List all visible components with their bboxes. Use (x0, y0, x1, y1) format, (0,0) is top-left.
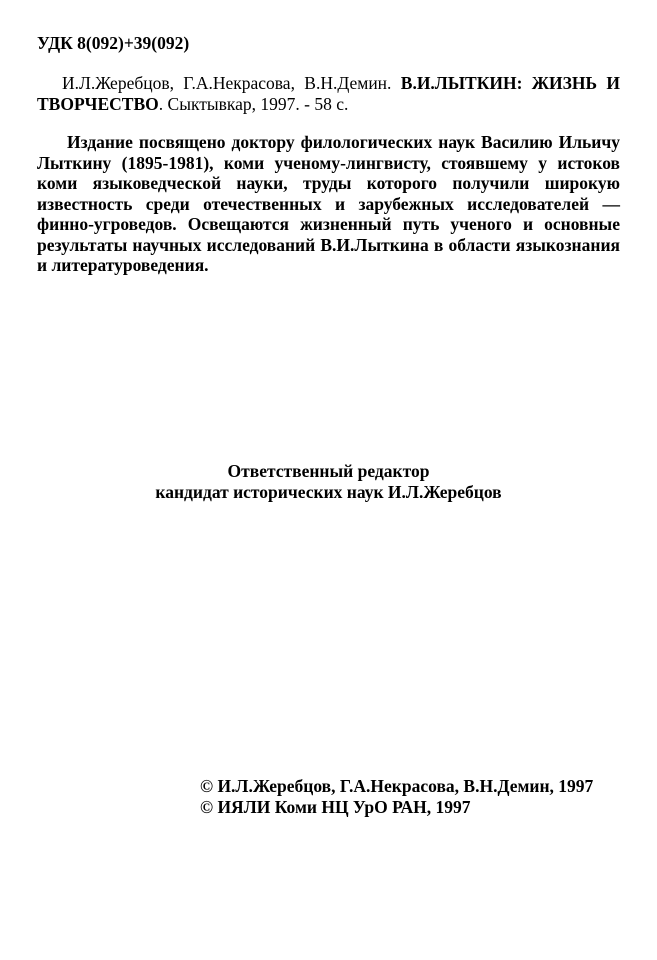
editor-role: Ответственный редактор (227, 461, 430, 481)
bibliographic-record (37, 73, 620, 114)
annotation: Издание посвящено доктору филологических наук Василию Ильичу Лыткину (1895-1981), коми ученому-лингвисту, стоявшему у истоков коми языковедческой науки, труды которого получили широкую известность среди отечественных и зарубежных исследователей — финно-угроведов. Освещаются жизненный путь ученого и основные результаты научных исследований В.И.Лыткина в области языкознания и литературоведения. (37, 132, 620, 275)
publication-info: . Сыктывкар, 1997. - 58 с. (158, 93, 349, 114)
copyright-line-institute: © ИЯЛИ Коми НЦ УрО РАН, 1997 (200, 796, 471, 817)
editor-credit (0, 461, 657, 502)
copyright-notice (200, 776, 593, 817)
authors: И.Л.Жеребцов, Г.А.Некрасова, В.Н.Демин. (62, 73, 392, 93)
book-title: В.И.ЛЫТКИН: ЖИЗНЬ И ТВОРЧЕСТВО (37, 73, 621, 114)
udk-code: УДК 8(092)+39(092) (37, 33, 190, 53)
copyright-line-authors: © И.Л.Жеребцов, Г.А.Некрасова, В.Н.Демин, 1997 (200, 776, 594, 796)
editor-name: кандидат исторических наук И.Л.Жеребцов (155, 481, 502, 502)
